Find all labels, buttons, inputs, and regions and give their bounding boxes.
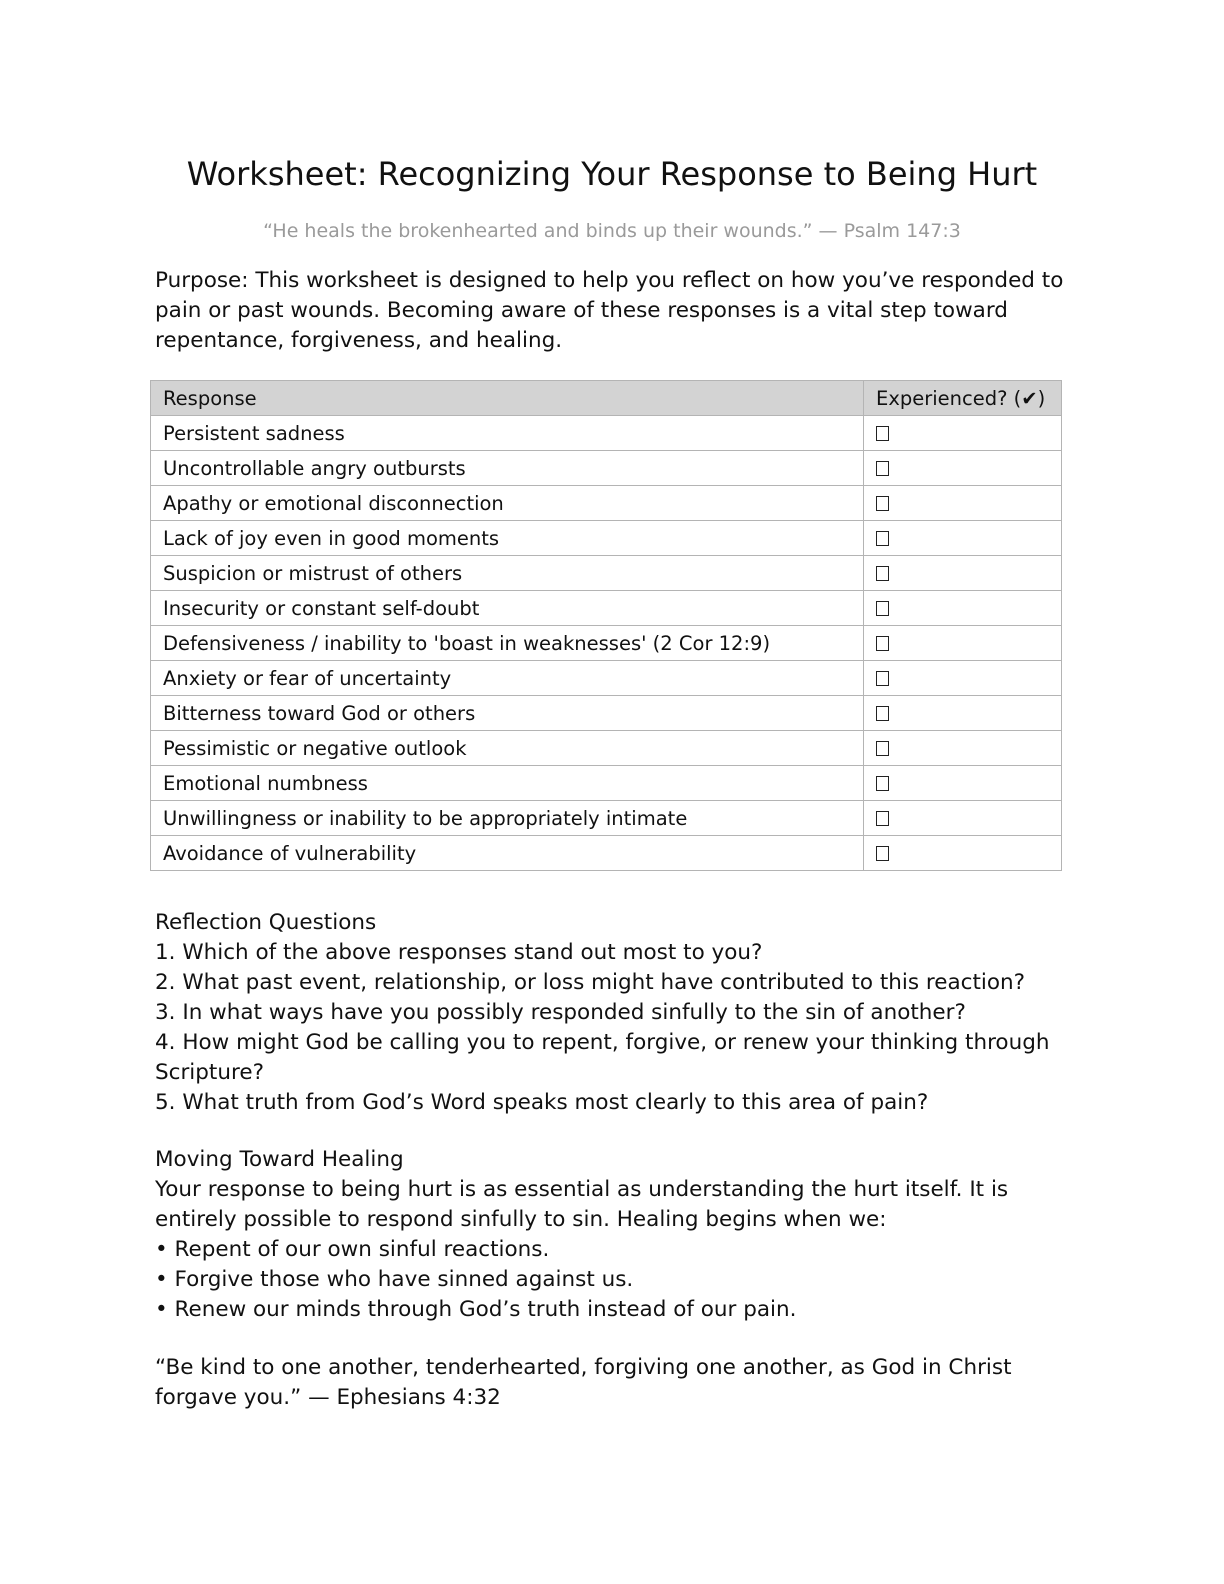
- checkbox-icon[interactable]: [876, 566, 889, 581]
- table-header-row: [151, 381, 1062, 416]
- reflection-question: 3. In what ways have you possibly responded sinfully to the sin of another?: [155, 1000, 966, 1025]
- experienced-cell: [864, 731, 1062, 766]
- response-cell: Avoidance of vulnerability: [151, 836, 864, 871]
- reflection-question: 1. Which of the above responses stand out most to you?: [155, 940, 763, 965]
- checkbox-icon[interactable]: [876, 706, 889, 721]
- checkbox-icon[interactable]: [876, 426, 889, 441]
- response-cell: Anxiety or fear of uncertainty: [151, 661, 864, 696]
- table-row: [151, 416, 1062, 451]
- table-row: [151, 521, 1062, 556]
- checkbox-icon[interactable]: [876, 601, 889, 616]
- column-header-experienced: Experienced? (✔): [864, 381, 1062, 416]
- table-row: [151, 451, 1062, 486]
- experienced-cell: [864, 626, 1062, 661]
- experienced-cell: [864, 766, 1062, 801]
- table-row: [151, 661, 1062, 696]
- response-cell: Emotional numbness: [151, 766, 864, 801]
- checkbox-icon[interactable]: [876, 461, 889, 476]
- table-row: [151, 486, 1062, 521]
- table-row: [151, 626, 1062, 661]
- healing-bullet: • Repent of our own sinful reactions.: [155, 1237, 550, 1262]
- page-title: Worksheet: Recognizing Your Response to Being Hurt: [186, 155, 1038, 193]
- experienced-cell: [864, 696, 1062, 731]
- experienced-cell: [864, 556, 1062, 591]
- table-row: [151, 836, 1062, 871]
- reflection-question: 5. What truth from God’s Word speaks most clearly to this area of pain?: [155, 1090, 929, 1115]
- response-cell: Uncontrollable angry outbursts: [151, 451, 864, 486]
- experienced-cell: [864, 451, 1062, 486]
- experienced-cell: [864, 661, 1062, 696]
- table-row: [151, 591, 1062, 626]
- experienced-cell: [864, 836, 1062, 871]
- experienced-cell: [864, 591, 1062, 626]
- checkbox-icon[interactable]: [876, 811, 889, 826]
- checkbox-icon[interactable]: [876, 846, 889, 861]
- reflection-question: 2. What past event, relationship, or loss might have contributed to this reaction?: [155, 970, 1026, 995]
- response-cell: Pessimistic or negative outlook: [151, 731, 864, 766]
- response-cell: Apathy or emotional disconnection: [151, 486, 864, 521]
- table-row: [151, 696, 1062, 731]
- table-row: [151, 801, 1062, 836]
- responses-table: [150, 380, 1062, 871]
- checkbox-icon[interactable]: [876, 531, 889, 546]
- checkbox-icon[interactable]: [876, 776, 889, 791]
- response-cell: Lack of joy even in good moments: [151, 521, 864, 556]
- healing-bullet: • Forgive those who have sinned against us.: [155, 1267, 634, 1292]
- checkbox-icon[interactable]: [876, 636, 889, 651]
- healing-intro: Your response to being hurt is as essential as understanding the hurt itself. It is entirely possible to respond sinfully to sin. Healing begins when we:: [155, 1177, 1009, 1232]
- experienced-cell: [864, 486, 1062, 521]
- healing-heading: Moving Toward Healing: [155, 1147, 404, 1172]
- response-cell: Insecurity or constant self-doubt: [151, 591, 864, 626]
- response-cell: Persistent sadness: [151, 416, 864, 451]
- reflection-section: [155, 908, 1070, 1118]
- checkbox-icon[interactable]: [876, 741, 889, 756]
- response-cell: Defensiveness / inability to 'boast in weaknesses' (2 Cor 12:9): [151, 626, 864, 661]
- healing-section: [155, 1145, 1070, 1325]
- reflection-question: 4. How might God be calling you to repent, forgive, or renew your thinking through Scripture?: [155, 1030, 1050, 1085]
- table-row: [151, 556, 1062, 591]
- table-row: [151, 766, 1062, 801]
- purpose-paragraph: Purpose: This worksheet is designed to help you reflect on how you’ve responded to pain or past wounds. Becoming aware of these responses is a vital step toward repentance, forgiveness, and healing.: [155, 268, 1064, 353]
- checkbox-icon[interactable]: [876, 496, 889, 511]
- response-cell: Bitterness toward God or others: [151, 696, 864, 731]
- experienced-cell: [864, 801, 1062, 836]
- table-row: [151, 731, 1062, 766]
- closing-quote: “Be kind to one another, tenderhearted, forgiving one another, as God in Christ forgave you.” — Ephesians 4:32: [155, 1355, 1012, 1410]
- column-header-response: Response: [151, 381, 864, 416]
- experienced-cell: [864, 416, 1062, 451]
- response-cell: Unwillingness or inability to be appropriately intimate: [151, 801, 864, 836]
- experienced-cell: [864, 521, 1062, 556]
- healing-bullet: • Renew our minds through God’s truth instead of our pain.: [155, 1297, 797, 1322]
- reflection-heading: Reflection Questions: [155, 910, 377, 935]
- checkbox-icon[interactable]: [876, 671, 889, 686]
- epigraph-quote: “He heals the brokenhearted and binds up their wounds.” — Psalm 147:3: [263, 220, 961, 242]
- response-cell: Suspicion or mistrust of others: [151, 556, 864, 591]
